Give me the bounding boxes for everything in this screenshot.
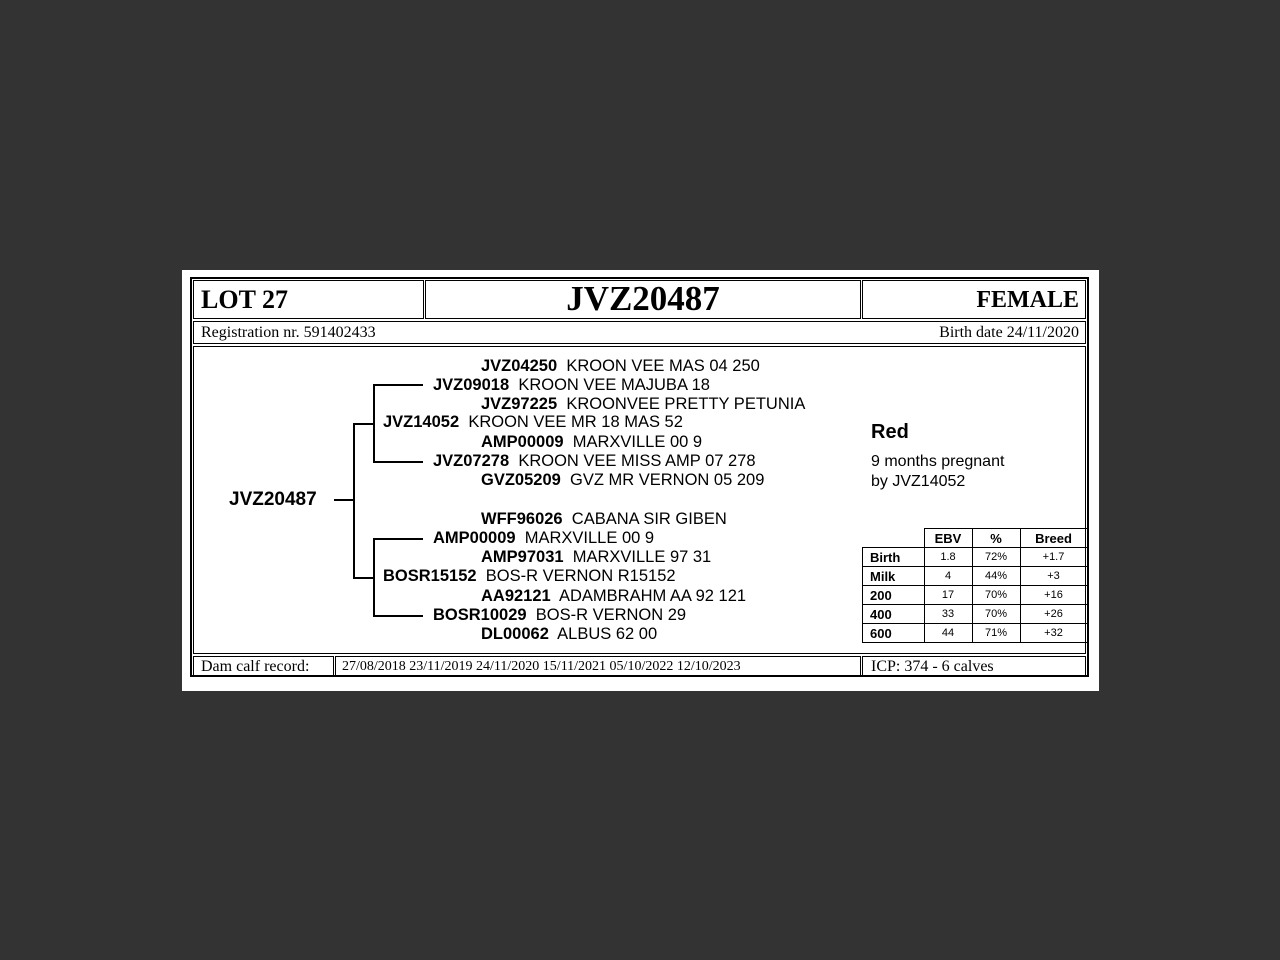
pedigree-entry	[481, 471, 764, 490]
pedigree-entry	[481, 510, 727, 529]
pedigree-entry	[433, 376, 710, 395]
animal-name: CABANA SIR GIBEN	[571, 510, 727, 528]
pedigree-entry	[481, 587, 746, 606]
calf-record-dates: 27/08/2018 23/11/2019 24/11/2020 15/11/2021 05/10/2022 12/10/2023	[342, 659, 741, 674]
row-label: 200	[863, 586, 925, 605]
pedigree-entry	[383, 567, 676, 586]
animal-name: GVZ MR VERNON 05 209	[569, 471, 765, 489]
animal-name: MARXVILLE 97 31	[572, 548, 712, 566]
pedigree-line	[353, 423, 355, 578]
animal-name: ALBUS 62 00	[557, 625, 658, 643]
table-header-row	[863, 529, 1088, 548]
icp-value: ICP: 374 - 6 calves	[871, 658, 994, 675]
table-row	[863, 624, 1088, 643]
pedigree-line	[334, 499, 354, 501]
animal-id: AMP97031	[481, 548, 564, 566]
pedigree-line	[373, 538, 375, 616]
row-label: Birth	[863, 548, 925, 567]
ebv-value: 17	[924, 586, 972, 605]
pedigree-entry	[433, 606, 686, 625]
column-header: EBV	[924, 529, 972, 548]
ebv-table	[862, 528, 1088, 643]
sex-label: FEMALE	[976, 287, 1079, 313]
subject-id: JVZ20487	[229, 489, 317, 510]
animal-id: JVZ14052	[383, 413, 460, 431]
animal-name: KROON VEE MR 18 MAS 52	[468, 413, 683, 431]
pregnancy-sire: by JVZ14052	[871, 473, 966, 490]
ebv-value: 33	[924, 605, 972, 624]
animal-name: BOS-R VERNON 29	[535, 606, 687, 624]
breed-value: +26	[1020, 605, 1087, 624]
pedigree-line	[373, 461, 423, 463]
pedigree-entry	[433, 529, 654, 548]
accuracy-value: 44%	[972, 567, 1020, 586]
animal-id: AA92121	[481, 587, 551, 605]
table-corner	[863, 529, 925, 548]
color-label: Red	[871, 421, 909, 443]
animal-name: KROON VEE MAS 04 250	[566, 357, 760, 375]
pregnancy-status: 9 months pregnant	[871, 453, 1005, 470]
animal-id: JVZ09018	[433, 376, 510, 394]
animal-id: BOSR10029	[433, 606, 527, 624]
pedigree-entry	[481, 433, 702, 452]
animal-name: BOS-R VERNON R15152	[485, 567, 676, 585]
accuracy-value: 70%	[972, 605, 1020, 624]
animal-name: KROON VEE MISS AMP 07 278	[518, 452, 756, 470]
column-header: %	[972, 529, 1020, 548]
animal-id: BOSR15152	[383, 567, 477, 585]
breed-value: +16	[1020, 586, 1087, 605]
column-header: Breed	[1020, 529, 1087, 548]
accuracy-value: 71%	[972, 624, 1020, 643]
animal-name: MARXVILLE 00 9	[524, 529, 655, 547]
table-row	[863, 605, 1088, 624]
animal-name: ADAMBRAHM AA 92 121	[558, 587, 747, 605]
pedigree-entry	[481, 395, 805, 414]
birth-date: Birth date 24/11/2020	[939, 324, 1079, 341]
table-row	[863, 548, 1088, 567]
breed-value: +32	[1020, 624, 1087, 643]
pedigree-entry	[481, 548, 711, 567]
animal-id: JVZ04250	[481, 357, 558, 375]
animal-id: DL00062	[481, 625, 549, 643]
table-row	[863, 567, 1088, 586]
animal-id: AMP00009	[481, 433, 564, 451]
accuracy-value: 70%	[972, 586, 1020, 605]
breed-value: +1.7	[1020, 548, 1087, 567]
row-label: Milk	[863, 567, 925, 586]
animal-name: MARXVILLE 00 9	[572, 433, 703, 451]
lot-card	[182, 270, 1099, 691]
pedigree-line	[373, 615, 423, 617]
registration-number: Registration nr. 591402433	[201, 324, 376, 341]
animal-id: JVZ97225	[481, 395, 558, 413]
animal-name: KROON VEE MAJUBA 18	[518, 376, 710, 394]
animal-id: GVZ05209	[481, 471, 561, 489]
calf-record-label: Dam calf record:	[201, 658, 310, 675]
pedigree-entry	[481, 625, 657, 644]
pedigree-line	[373, 384, 375, 462]
row-label: 600	[863, 624, 925, 643]
animal-id-title: JVZ20487	[566, 279, 720, 318]
row-label: 400	[863, 605, 925, 624]
pedigree-line	[353, 577, 374, 579]
animal-id: JVZ07278	[433, 452, 510, 470]
pedigree-line	[353, 423, 374, 425]
animal-name: KROONVEE PRETTY PETUNIA	[566, 395, 806, 413]
accuracy-value: 72%	[972, 548, 1020, 567]
animal-id: AMP00009	[433, 529, 516, 547]
pedigree-entry	[383, 413, 683, 432]
animal-id: WFF96026	[481, 510, 563, 528]
ebv-value: 4	[924, 567, 972, 586]
ebv-value: 44	[924, 624, 972, 643]
pedigree-entry	[433, 452, 756, 471]
pedigree-line	[373, 384, 423, 386]
ebv-value: 1.8	[924, 548, 972, 567]
pedigree-entry	[481, 357, 760, 376]
table-row	[863, 586, 1088, 605]
lot-number: LOT 27	[201, 285, 288, 314]
breed-value: +3	[1020, 567, 1087, 586]
pedigree-line	[373, 538, 423, 540]
